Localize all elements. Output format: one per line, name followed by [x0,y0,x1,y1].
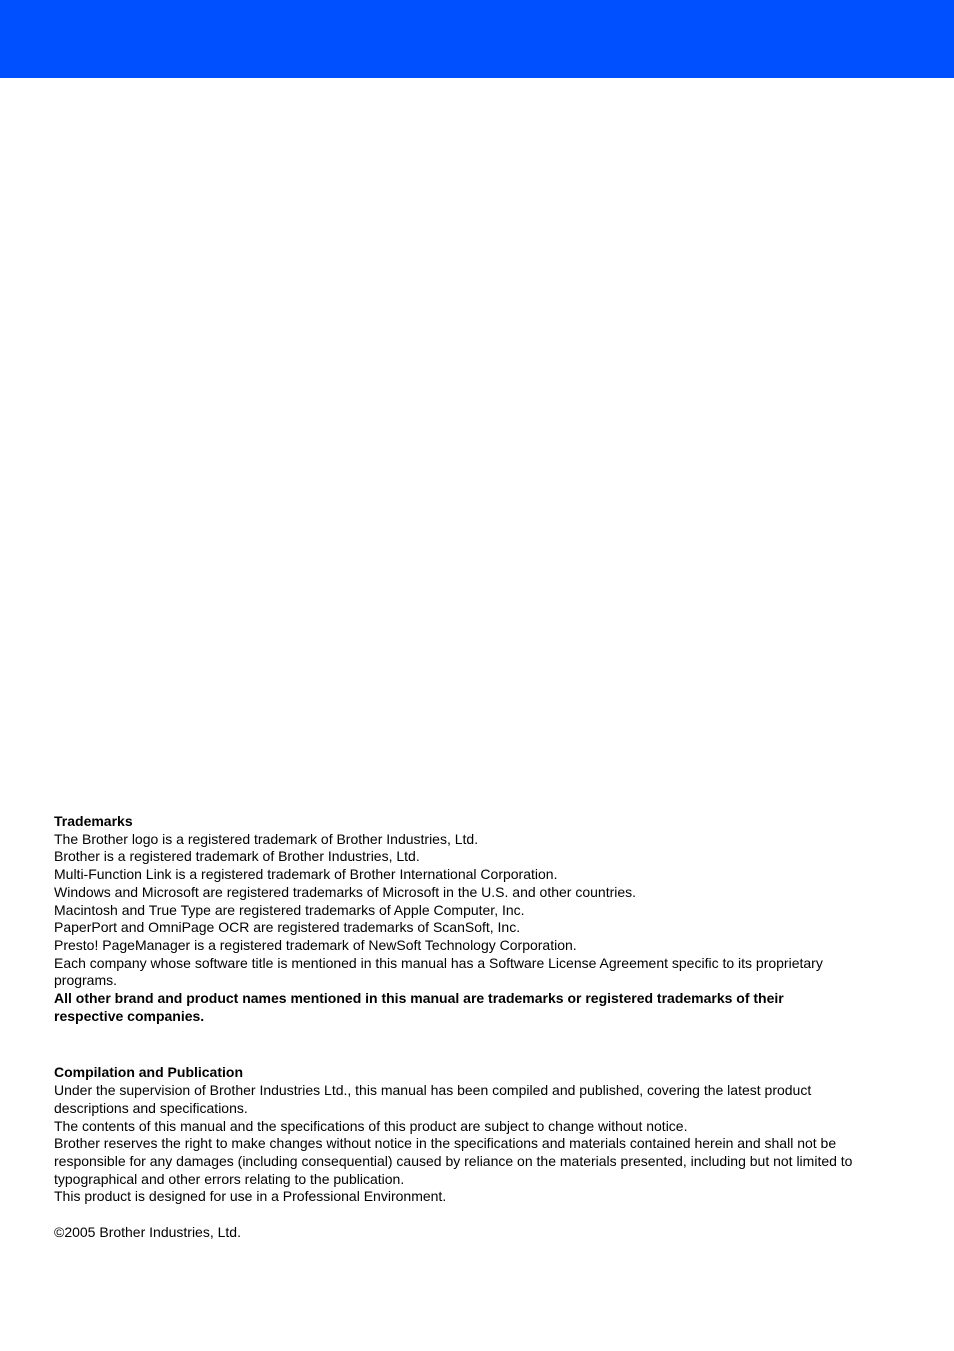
trademark-line: Multi-Function Link is a registered trademark of Brother International Corporation. [54,866,558,883]
top-banner [0,0,954,78]
trademark-line: Macintosh and True Type are registered trademarks of Apple Computer, Inc. [54,901,525,918]
compilation-line: The contents of this manual and the specifications of this product are subject to change without notice. [54,1117,688,1134]
trademark-line: Each company whose software title is mentioned in this manual has a Software License Agreement specific to its proprietary programs. [54,954,823,989]
trademark-line: Presto! PageManager is a registered trademark of NewSoft Technology Corporation. [54,936,577,953]
trademark-line: Windows and Microsoft are registered trademarks of Microsoft in the U.S. and other countries. [54,883,637,900]
compilation-title: Compilation and Publication [54,1064,243,1081]
copyright-spacer [54,1206,854,1224]
trademark-line: The Brother logo is a registered trademark of Brother Industries, Ltd. [54,830,479,847]
trademarks-section [54,813,854,1025]
compilation-section [54,1064,854,1206]
trademarks-title: Trademarks [54,813,133,829]
trademark-line: Brother is a registered trademark of Brother Industries, Ltd. [54,848,420,865]
compilation-line: This product is designed for use in a Professional Environment. [54,1188,447,1205]
compilation-line: Under the supervision of Brother Industries Ltd., this manual has been compiled and published, covering the latest product descriptions and specifications. [54,1082,812,1116]
copyright-text: ©2005 Brother Industries, Ltd. [54,1223,241,1240]
trademark-line: PaperPort and OmniPage OCR are registered trademarks of ScanSoft, Inc. [54,919,521,936]
compilation-line: Brother reserves the right to make changes without notice in the specifications and materials contained herein and shall not be responsible for any damages (including consequential) caused by reliance on the materials presented, including but not limited to typographical and other errors relating to the publication. [54,1135,853,1187]
section-spacer [54,1025,854,1064]
trademark-bold-notice: All other brand and product names mentioned in this manual are trademarks or registered trademarks of their respective companies. [54,990,784,1024]
legal-notice [54,813,854,1241]
